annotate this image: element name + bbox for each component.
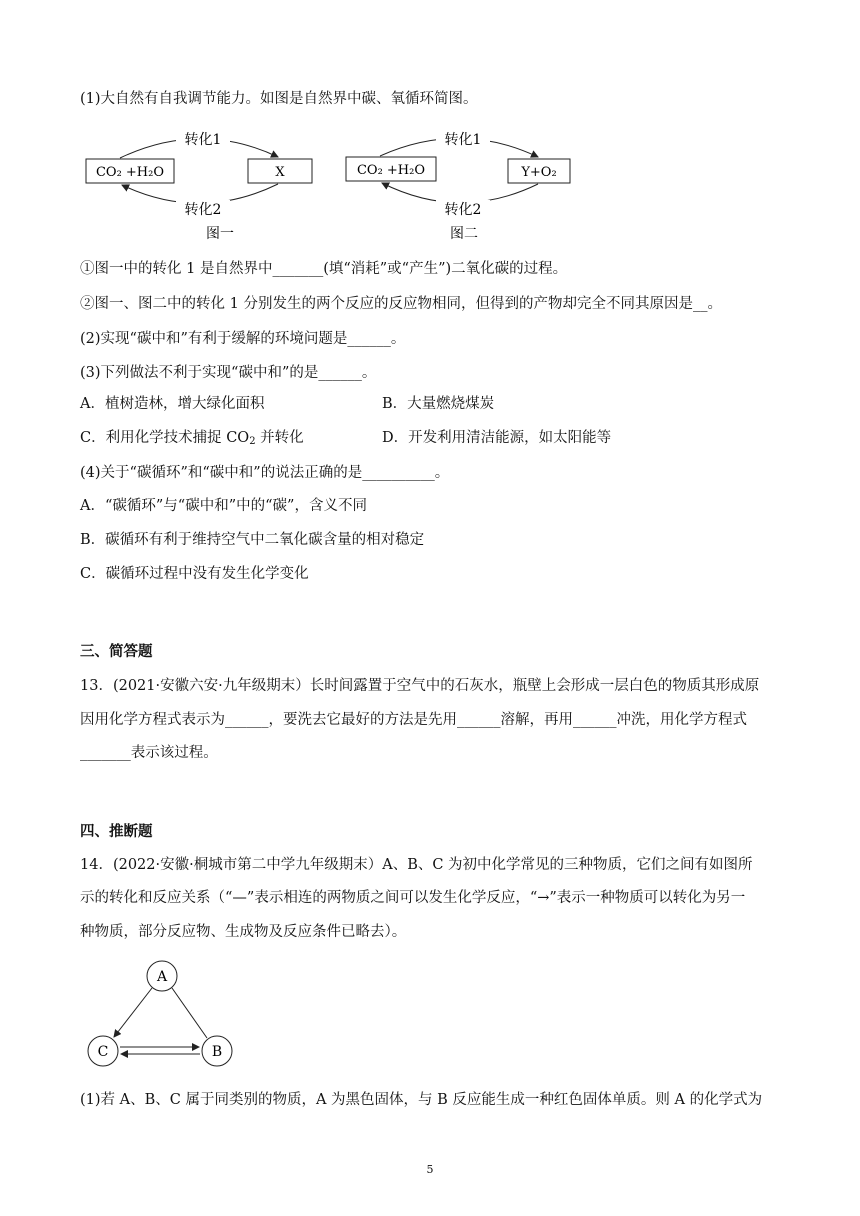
fig1-right-box-label: X [275,165,285,180]
figure-2-diagram [340,126,580,246]
node-a-label: A [156,969,168,985]
fig2-caption: 图二 [450,226,478,242]
a-to-c-arrow [114,988,152,1037]
q4-option-b: B．碳循环有利于维持空气中二氧化碳含量的相对稳定 [80,532,425,548]
q2-stem: (2)实现“碳中和”有利于缓解的环境问题是______。 [80,331,406,347]
fig2-left-box-label: CO₂ +H₂O [356,163,426,178]
q1-sub1: ①图一中的转化 1 是自然界中_______(填“消耗”或“产生”)二氧化碳的过程。 [80,261,568,277]
q3-option-d: D．开发利用清洁能源，如太阳能等 [382,430,612,446]
q13-line-3: _______表示该过程。 [80,745,218,761]
fig2-top-label: 转化1 [444,132,482,148]
q4-option-a: A．“碳循环”与“碳中和”中的“碳”，含义不同 [80,498,367,514]
node-c-label: C [97,1044,109,1060]
q14-sub1: (1)若 A、B、C 属于同类别的物质，A 为黑色固体，与 B 反应能生成一种红色固体单质。则 A 的化学式为 [80,1092,763,1108]
q14-line-2: 示的转化和反应关系（“—”表示相连的两物质之间可以发生化学反应，“→”表示一种物质可以转化为另一 [80,890,746,906]
section-4-heading: 四、推断题 [80,823,153,840]
a-b-line [172,988,207,1038]
figure-1-diagram [80,126,320,246]
fig1-top-label: 转化1 [184,132,222,148]
fig1-left-box-label: CO₂ +H₂O [95,165,165,180]
q1-intro: (1)大自然有自我调节能力。如图是自然界中碳、氧循环简图。 [80,91,478,107]
q1-sub2: ②图一、图二中的转化 1 分别发生的两个反应的反应物相同，但得到的产物却完全不同其原因是__。 [80,296,722,312]
fig2-bottom-label: 转化2 [444,202,482,218]
q4-option-c: C．碳循环过程中没有发生化学变化 [80,566,309,582]
section-3-heading: 三、简答题 [80,643,153,660]
q3-option-a: A．植树造林，增大绿化面积 [80,396,265,412]
page-number: 5 [426,1163,434,1176]
q3-stem: (3)下列做法不利于实现“碳中和”的是______。 [80,365,377,381]
q13-line-1: 13．(2021·安徽六安·九年级期末）长时间露置于空气中的石灰水，瓶壁上会形成一层白色的物质其形成原 [80,678,760,694]
node-b-label: B [211,1044,223,1060]
fig1-caption: 图一 [206,226,234,242]
q3-option-b: B．大量燃烧煤炭 [382,396,495,412]
fig2-right-box-label: Y+O₂ [521,165,557,180]
q13-line-2: 因用化学方程式表示为______，要洗去它最好的方法是先用______溶解，再用______冲洗，用化学方程式 [80,712,747,728]
q14-line-1: 14．(2022·安徽·桐城市第二中学九年级期末）A、B、C 为初中化学常见的三种物质，它们之间有如图所 [80,857,753,873]
fig2-bottom-arrow [382,183,538,203]
fig1-bottom-label: 转化2 [184,202,222,218]
q3-option-c: C．利用化学技术捕捉 $CO_2$ 并转化 [80,430,304,447]
q14-line-3: 种物质，部分反应物、生成物及反应条件已略去）。 [80,924,407,940]
abc-relation-diagram [80,955,250,1075]
q4-stem: (4)关于“碳循环”和“碳中和”的说法正确的是__________。 [80,465,450,481]
